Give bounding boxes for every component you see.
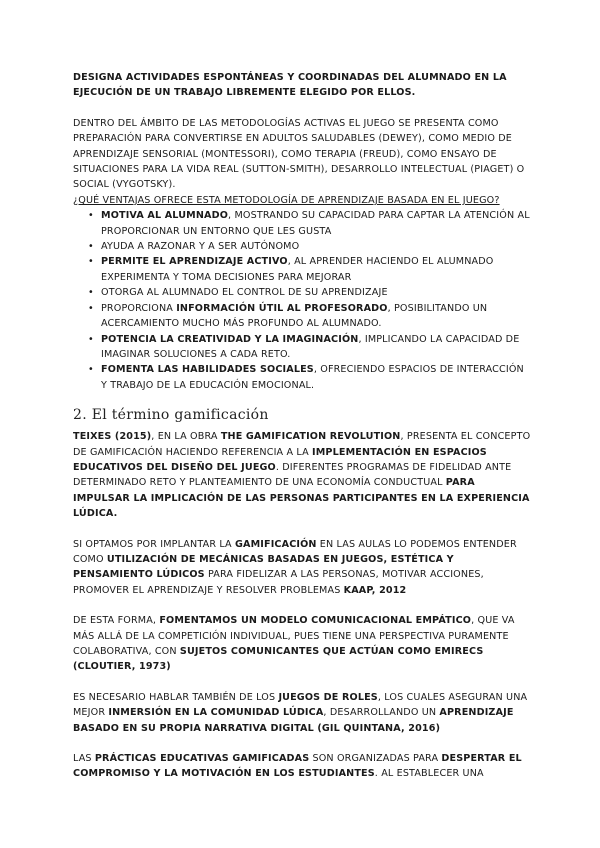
paragraph-practicas-gamificadas: LAS PRÁCTICAS EDUCATIVAS GAMIFICADAS SON ORGANIZADAS PARA DESPERTAR EL COMPROMISO Y LA MOTIVACIÓN EN LOS ESTUDIANTES. AL ESTABLECER UNA <box>73 753 522 780</box>
paragraph-modelo-comunicacional: DE ESTA FORMA, FOMENTAMOS UN MODELO COMUNICACIONAL EMPÁTICO, QUE VA MÁS ALLÁ DE LA COMPETICIÓN INDIVIDUAL, PUES TIENE UNA PERSPECTIVA PURAMENTE COLABORATIVA, CON SUJETOS COMUNICANTES QUE ACTÚAN COMO EMIRECS (CLOUTIER, 1973) <box>73 615 515 673</box>
paragraph-metodologias-activas: DENTRO DEL ÁMBITO DE LAS METODOLOGÍAS ACTIVAS EL JUEGO SE PRESENTA COMO PREPARACIÓN PARA CONVERTIRSE EN ADULTOS SALUDABLES (DEWEY), COMO MEDIO DE APRENDIZAJE SENSORIAL (MONTESSORI), COMO TERAPIA (FREUD), COMO ENSAYO DE SITUACIONES PARA LA VIDA REAL (SUTTON-SMITH), DESARROLLO INTELECTUAL (PIAGET) O SOCIAL (VYGOTSKY). <box>73 117 525 191</box>
bullet-icon: • <box>88 302 94 314</box>
list-item: • AYUDA A RAZONAR Y A SER AUTÓNOMO <box>73 239 533 254</box>
bullet-icon: • <box>88 241 94 253</box>
list-item: • OTORGA AL ALUMNADO EL CONTROL DE SU APRENDIZAJE <box>73 285 533 300</box>
list-item: • POTENCIA LA CREATIVIDAD Y LA IMAGINACIÓN, IMPLICANDO LA CAPACIDAD DE IMAGINAR SOLUCIONES A CADA RETO. <box>88 333 520 360</box>
advantages-list <box>73 208 533 393</box>
question-ventajas: ¿QUÉ VENTAJAS OFRECE ESTA METODOLOGÍA DE APRENDIZAJE BASADA EN EL JUEGO? <box>73 194 500 206</box>
bullet-icon: • <box>88 364 94 376</box>
list-item: • MOTIVA AL ALUMNADO, MOSTRANDO SU CAPACIDAD PARA CAPTAR LA ATENCIÓN AL PROPORCIONAR UN ENTORNO QUE LES GUSTA <box>88 210 530 237</box>
paragraph-juegos-de-roles: ES NECESARIO HABLAR TAMBIÉN DE LOS JUEGOS DE ROLES, LOS CUALES ASEGURAN UNA MEJOR INMERSIÓN EN LA COMUNIDAD LÚDICA, DESARROLLANDO UN APRENDIZAJE BASADO EN SU PROPIA NARRATIVA DIGITAL (GIL QUINTANA, 2016) <box>73 691 528 734</box>
list-item: • FOMENTA LAS HABILIDADES SOCIALES, OFRECIENDO ESPACIOS DE INTERACCIÓN Y TRABAJO DE LA EDUCACIÓN EMOCIONAL. <box>88 364 524 391</box>
bullet-icon: • <box>88 287 94 299</box>
paragraph-teixes: TEIXES (2015), EN LA OBRA THE GAMIFICATION REVOLUTION, PRESENTA EL CONCEPTO DE GAMIFICACIÓN HACIENDO REFERENCIA A LA IMPLEMENTACIÓN EN ESPACIOS EDUCATIVOS DEL DISEÑO DEL JUEGO. DIFERENTES PROGRAMAS DE FIDELIDAD ANTE DETERMINADO RETO Y PLANTEAMIENTO DE UNA ECONOMÍA CONDUCTUAL PARA IMPULSAR LA IMPLICACIÓN DE LAS PERSONAS PARTICIPANTES EN LA EXPERIENCIA LÚDICA. <box>73 431 531 520</box>
list-item: • PERMITE EL APRENDIZAJE ACTIVO, AL APRENDER HACIENDO EL ALUMNADO EXPERIMENTA Y TOMA DECISIONES PARA MEJORAR <box>88 256 494 283</box>
bullet-icon: • <box>88 256 94 268</box>
section-heading-gamificacion: 2. El término gamificación <box>73 407 269 424</box>
paragraph-implantar-gamificacion: SI OPTAMOS POR IMPLANTAR LA GAMIFICACIÓN EN LAS AULAS LO PODEMOS ENTENDER COMO UTILIZACIÓN DE MECÁNICAS BASADAS EN JUEGOS, ESTÉTICA Y PENSAMIENTO LÚDICOS PARA FIDELIZAR A LAS PERSONAS, MOTIVAR ACCIONES, PROMOVER EL APRENDIZAJE Y RESOLVER PROBLEMAS KAAP, 2012 <box>73 538 517 596</box>
list-item: • PROPORCIONA INFORMACIÓN ÚTIL AL PROFESORADO, POSIBILITANDO UN ACERCAMIENTO MUCHO MÁS PROFUNDO AL ALUMNADO. <box>88 302 488 330</box>
document-body <box>73 70 533 782</box>
paragraph-designa: DESIGNA ACTIVIDADES ESPONTÁNEAS Y COORDINADAS DEL ALUMNADO EN LA EJECUCIÓN DE UN TRABAJO LIBREMENTE ELEGIDO POR ELLOS. <box>73 72 507 99</box>
bullet-icon: • <box>88 333 94 345</box>
bullet-icon: • <box>88 210 94 222</box>
